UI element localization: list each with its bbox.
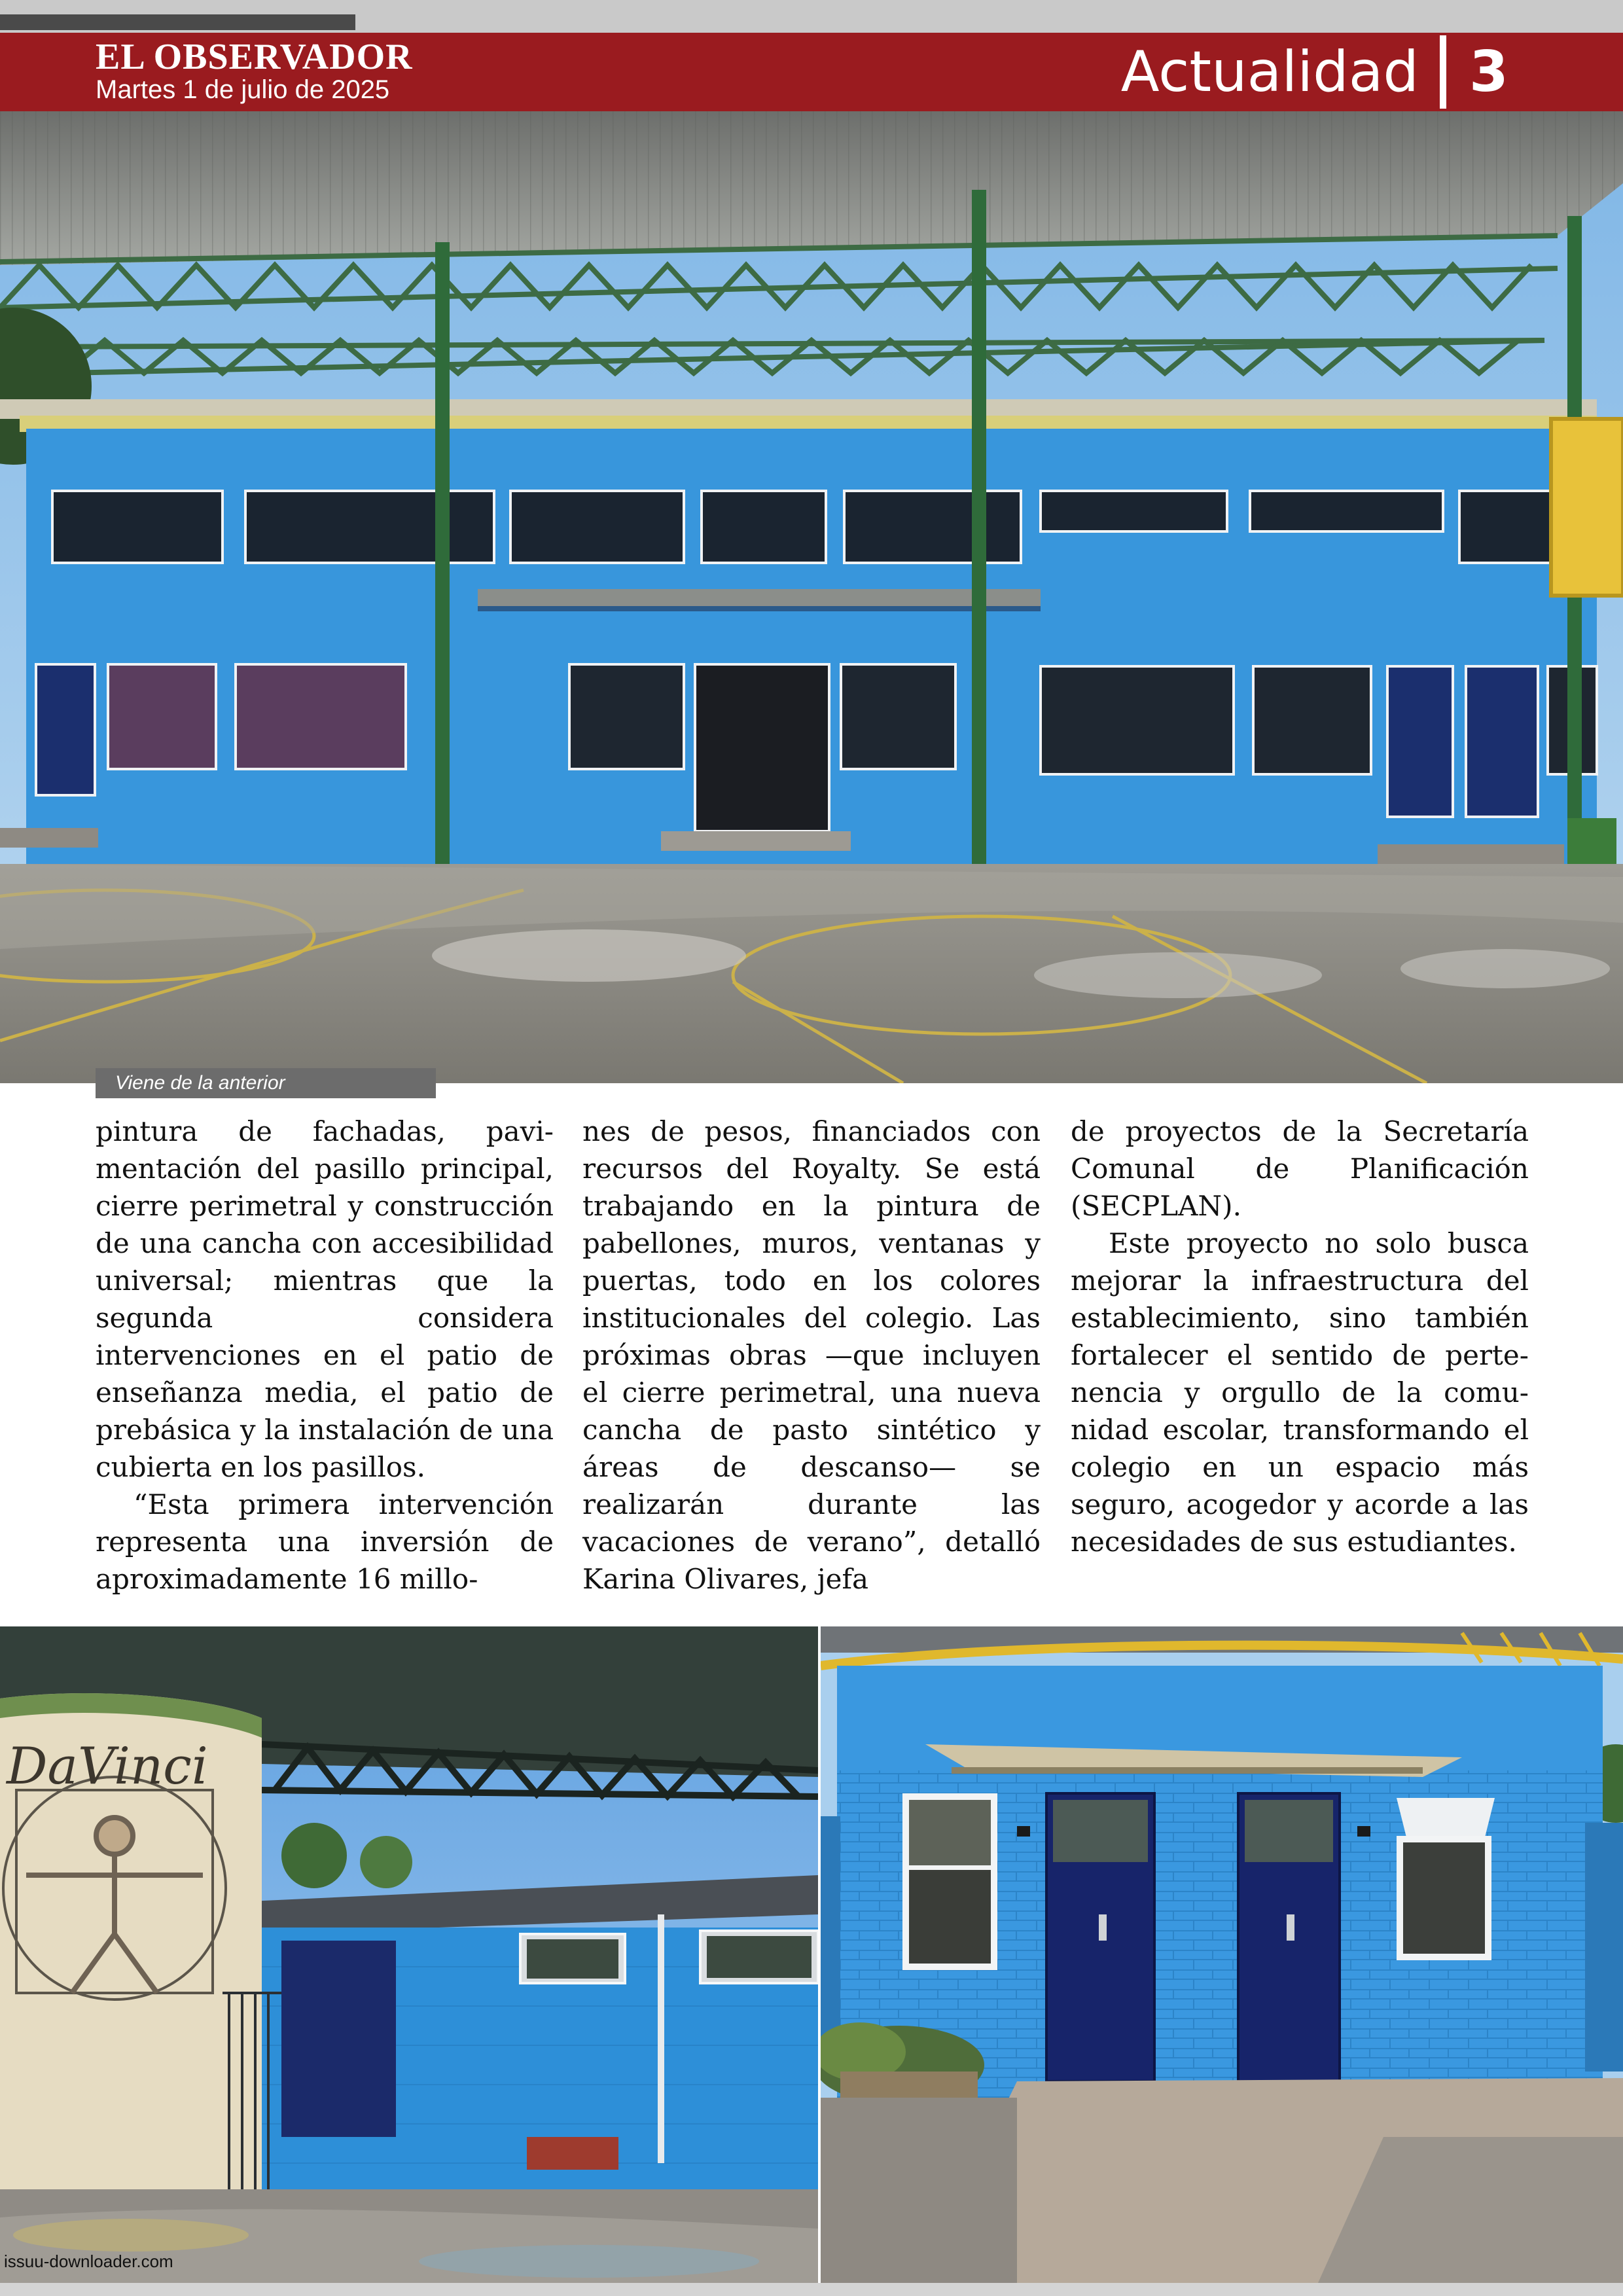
continuation-caption: Viene de la anterior — [96, 1068, 436, 1098]
page-header — [0, 33, 1623, 111]
bottom-right-photo — [821, 1626, 1623, 2283]
article-paragraph: pintura de fachadas, pavimentación del pasillo principal, cierre perimetral y construcción de una cancha con accesibilidad universal; mientras que la segunda considera intervenciones en el patio de enseñanza media, el patio de prebásica y la instalación de una cubierta en los pasillos. — [96, 1115, 554, 1483]
main-photo-image — [0, 111, 1623, 1083]
bottom-left-photo-image — [0, 1626, 818, 2283]
bottom-border-strip — [0, 2283, 1623, 2296]
article-column-2 — [582, 1113, 1041, 1597]
top-accent-bar — [0, 14, 355, 30]
publication-name: EL OBSERVADOR — [96, 37, 413, 77]
main-photo — [0, 111, 1623, 1083]
mural-signature: DaVinci — [7, 1737, 208, 1796]
article-column-1 — [96, 1113, 554, 1597]
article-paragraph: “Esta primera intervención representa una inversión de aproximadamente 16 millo- — [96, 1488, 554, 1595]
article-paragraph: de proyectos de la Secretaría Comunal de Planificación (SECPLAN). — [1071, 1115, 1529, 1222]
header-separator — [1440, 35, 1446, 109]
page-number: 3 — [1469, 39, 1508, 105]
article-column-3 — [1071, 1113, 1529, 1597]
issue-date: Martes 1 de julio de 2025 — [96, 75, 390, 104]
section-title: Actualidad — [1120, 39, 1419, 105]
article-paragraph: Este proyecto no solo busca mejorar la infraestructura del establecimiento, sino también fortalecer el sentido de pertenencia y orgullo de la comunidad escolar, transformando el colegio en un espacio más seguro, acogedor y acorde a las necesidades de sus estudiantes. — [1071, 1227, 1529, 1558]
watermark-text: issuu-downloader.com — [4, 2251, 173, 2271]
bottom-right-photo-image — [821, 1626, 1623, 2283]
article-paragraph: nes de pesos, financiados con recursos del Royalty. Se está trabajando en la pintura de pabellones, muros, ventanas y puertas, todo en los colores institucionales del colegio. Las próximas obras —que incluyen el cierre perimetral, una nueva cancha de pasto sintético y áreas de descanso— se realizarán durante las vacaciones de verano”, detalló Karina Olivares, jefa — [582, 1115, 1041, 1595]
bottom-left-photo — [0, 1626, 818, 2283]
